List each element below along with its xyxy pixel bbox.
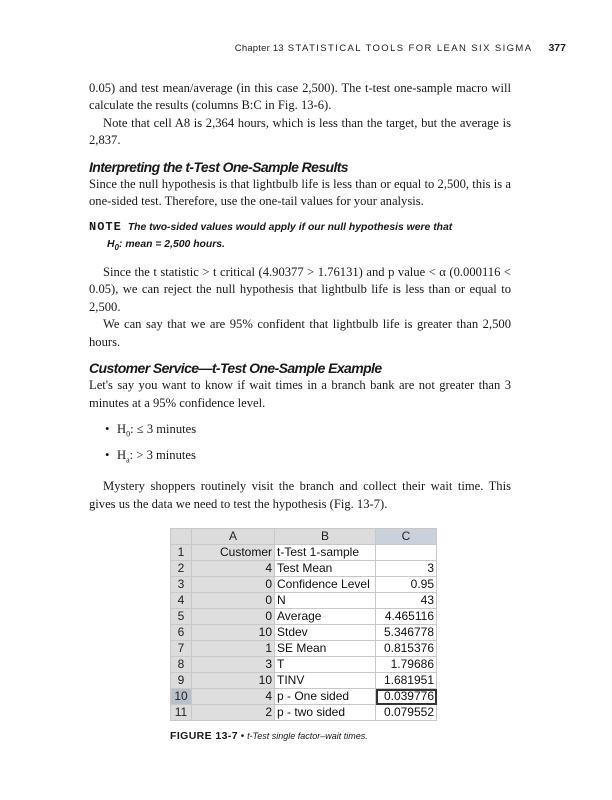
cell-value: [376, 545, 437, 561]
row-number: 9: [171, 673, 192, 689]
row-number: 11: [171, 705, 192, 721]
cell-label: p - One sided: [275, 689, 376, 705]
row-number: 2: [171, 561, 192, 577]
table-row: [171, 705, 437, 721]
spreadsheet-body: [171, 545, 437, 721]
chapter-label: Chapter 13: [234, 43, 284, 54]
row-number: 8: [171, 657, 192, 673]
heading-interpreting-results: Interpreting the t-Test One-Sample Results: [89, 158, 348, 175]
corner-cell: [171, 529, 192, 545]
cell-customer: 0: [192, 609, 275, 625]
column-header-row: [171, 529, 437, 545]
row-number: 10: [171, 689, 192, 705]
cell-customer: 4: [192, 561, 275, 577]
cell-customer: 0: [192, 593, 275, 609]
column-header-a: A: [192, 529, 275, 545]
hypothesis-null: • $H_0$: ≤ 3 minutes: [105, 419, 511, 445]
cell-customer: 4: [192, 689, 275, 705]
caption-separator: •: [238, 731, 248, 742]
row-number: 6: [171, 625, 192, 641]
heading-customer-service: Customer Service—t-Test One-Sample Example: [89, 359, 382, 376]
table-row: [171, 657, 437, 673]
table-row: [171, 625, 437, 641]
paragraph-7: Mystery shoppers routinely visit the branch and collect their wait time. This gives us the data we need to test the hypothesis (Fig. 13-7).: [89, 479, 511, 511]
note-box: [89, 219, 511, 256]
note-sub: 0: [114, 242, 119, 252]
section-title: STATISTICAL TOOLS FOR LEAN SIX SIGMA: [287, 43, 533, 54]
page-number: 377: [548, 42, 566, 54]
hypothesis-list: [89, 419, 511, 470]
paragraph-4: Since the t statistic > t critical (4.90377 > 1.76131) and p value < α (0.000116 < 0.05), we can reject the null hypothesis that lightbulb life is less than or equal to 2,500.: [89, 264, 511, 314]
paragraph-3: Since the null hypothesis is that lightbulb life is less than or equal to 2,500, this is a one-sided test. Therefore, use the one-tail values for your analysis.: [89, 177, 511, 209]
body-text: [89, 80, 511, 513]
cell-customer: 10: [192, 673, 275, 689]
cell-value: 0.079552: [376, 705, 437, 721]
table-row: [171, 689, 437, 705]
cell-label: Stdev: [275, 625, 376, 641]
cell-label: TINV: [275, 673, 376, 689]
cell-label: Test Mean: [275, 561, 376, 577]
cell-customer: 0: [192, 577, 275, 593]
row-number: 3: [171, 577, 192, 593]
paragraph-5: We can say that we are 95% confident that lightbulb life is greater than 2,500 hours.: [89, 317, 511, 349]
row-number: 7: [171, 641, 192, 657]
note-line-2: : mean = 2,500 hours.: [118, 238, 225, 250]
cell-value: 4.465116: [376, 609, 437, 625]
cell-value: 3: [376, 561, 437, 577]
cell-label: SE Mean: [275, 641, 376, 657]
cell-value: 0.815376: [376, 641, 437, 657]
cell-value: 43: [376, 593, 437, 609]
figure-label: FIGURE 13-7: [170, 730, 238, 742]
cell-value: 0.95: [376, 577, 437, 593]
cell-customer: 2: [192, 705, 275, 721]
row-number: 5: [171, 609, 192, 625]
cell-customer: 3: [192, 657, 275, 673]
table-row: [171, 641, 437, 657]
running-header: [235, 42, 566, 54]
cell-label: T: [275, 657, 376, 673]
cell-value: 0.039776: [376, 689, 437, 705]
row-number: 4: [171, 593, 192, 609]
cell-label: N: [275, 593, 376, 609]
note-line-2-wrap: [89, 236, 511, 256]
table-row: [171, 561, 437, 577]
note-h: H: [107, 238, 115, 250]
cell-label: p - two sided: [275, 705, 376, 721]
table-row: [171, 577, 437, 593]
paragraph-1: 0.05) and test mean/average (in this case 2,500). The t-test one-sample macro will calculate the results (columns B:C in Fig. 13-6).: [89, 81, 511, 113]
cell-value: 1.79686: [376, 657, 437, 673]
column-header-b: B: [275, 529, 376, 545]
table-row: [171, 673, 437, 689]
spreadsheet-figure: [170, 528, 437, 721]
note-line-1: The two-sided values would apply if our null hypothesis were that: [127, 221, 453, 233]
cell-value: 1.681951: [376, 673, 437, 689]
figure-caption: [170, 730, 368, 742]
cell-label: Average: [275, 609, 376, 625]
paragraph-6: Let's say you want to know if wait times in a branch bank are not greater than 3 minutes at a 95% confidence level.: [89, 378, 511, 410]
row-number: 1: [171, 545, 192, 561]
caption-text: t-Test single factor–wait times.: [247, 731, 368, 741]
cell-label: Confidence Level: [275, 577, 376, 593]
cell-customer: 10: [192, 625, 275, 641]
table-row: [171, 609, 437, 625]
cell-label: t-Test 1-sample: [275, 545, 376, 561]
hypothesis-alternative: • $H_a$: > 3 minutes: [105, 445, 511, 471]
table-row: [171, 545, 437, 561]
cell-customer: 1: [192, 641, 275, 657]
paragraph-2: Note that cell A8 is 2,364 hours, which is less than the target, but the average is 2,837.: [89, 115, 511, 148]
cell-customer: Customer: [192, 545, 275, 561]
table-row: [171, 593, 437, 609]
column-header-c: C: [376, 529, 437, 545]
note-tag: NOTE: [89, 219, 122, 234]
cell-value: 5.346778: [376, 625, 437, 641]
